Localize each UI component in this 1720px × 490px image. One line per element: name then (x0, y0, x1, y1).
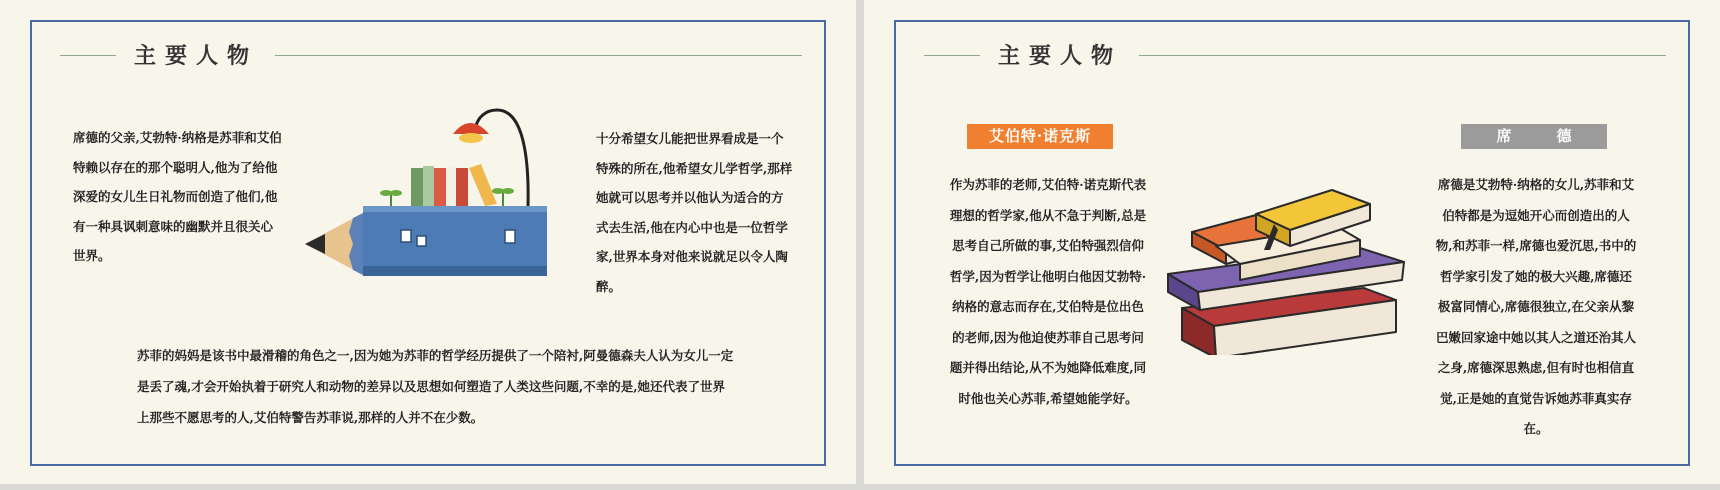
title-rule-left (60, 55, 116, 56)
title-rule-right (1139, 55, 1666, 56)
stacked-books-icon (1164, 180, 1419, 355)
pencil-house-books-lamp-icon (305, 104, 555, 304)
alberto-description-text: 作为苏菲的老师,艾伯特·诺克斯代表理想的哲学家,他从不急于判断,总是思考自己所做的事,艾伯特强烈信仰哲学,因为哲学让他明白他因艾勃特·纳格的意志而存在,艾伯特是位出色的老师,因为他迫使苏菲自己思考问题并得出结论,从不为她降低难度,同时他也关心苏菲,希望她能学好。 (949, 177, 1147, 406)
name-tag-alberto: 艾伯特·诺克斯 (967, 124, 1113, 149)
slide-main-characters-2 (864, 0, 1720, 484)
slide-main-characters-1 (0, 0, 856, 484)
hilde-description-text: 席德是艾勃特·纳格的女儿,苏菲和艾伯特都是为逗她开心而创造出的人物,和苏菲一样,席德也爱沉思,书中的哲学家引发了她的极大兴趣,席德还极富同情心,席德很独立,在父亲从黎巴嫩回家途中她以其人之道还治其人之身,席德深思熟虑,但有时也相信直觉,正是她的直觉告诉她苏菲真实存在。 (1435, 177, 1637, 436)
title-rule-right (275, 55, 802, 56)
father-wish-text: 十分希望女儿能把世界看成是一个特殊的所在,他希望女儿学哲学,那样她就可以思考并以他认为适合的方式去生活,他在内心中也是一位哲学家,世界本身对他来说就足以令人陶醉。 (596, 131, 793, 294)
father-description-text: 席德的父亲,艾勃特·纳格是苏菲和艾伯特赖以存在的那个聪明人,他为了给他深爱的女儿生日礼物而创造了他们,他有一种具讽刺意味的幽默并且很关心世界。 (73, 130, 282, 263)
slide-title: 主要人物 (998, 43, 1123, 69)
mother-description-text: 苏菲的妈妈是该书中最滑稽的角色之一,因为她为苏菲的哲学经历提供了一个陪衬,阿曼德森夫人认为女儿一定是丢了魂,才会开始执着于研究人和动物的差异以及思想如何塑造了人类这些问题,不幸的是,她还代表了世界上那些不愿思考的人,艾伯特警告苏菲说,那样的人并不在少数。 (137, 348, 734, 425)
name-tag-hilde: 席 德 (1461, 124, 1607, 149)
title-rule-left (924, 55, 980, 56)
slide-title: 主要人物 (134, 43, 259, 69)
title-row (60, 38, 802, 74)
title-row (924, 38, 1666, 74)
